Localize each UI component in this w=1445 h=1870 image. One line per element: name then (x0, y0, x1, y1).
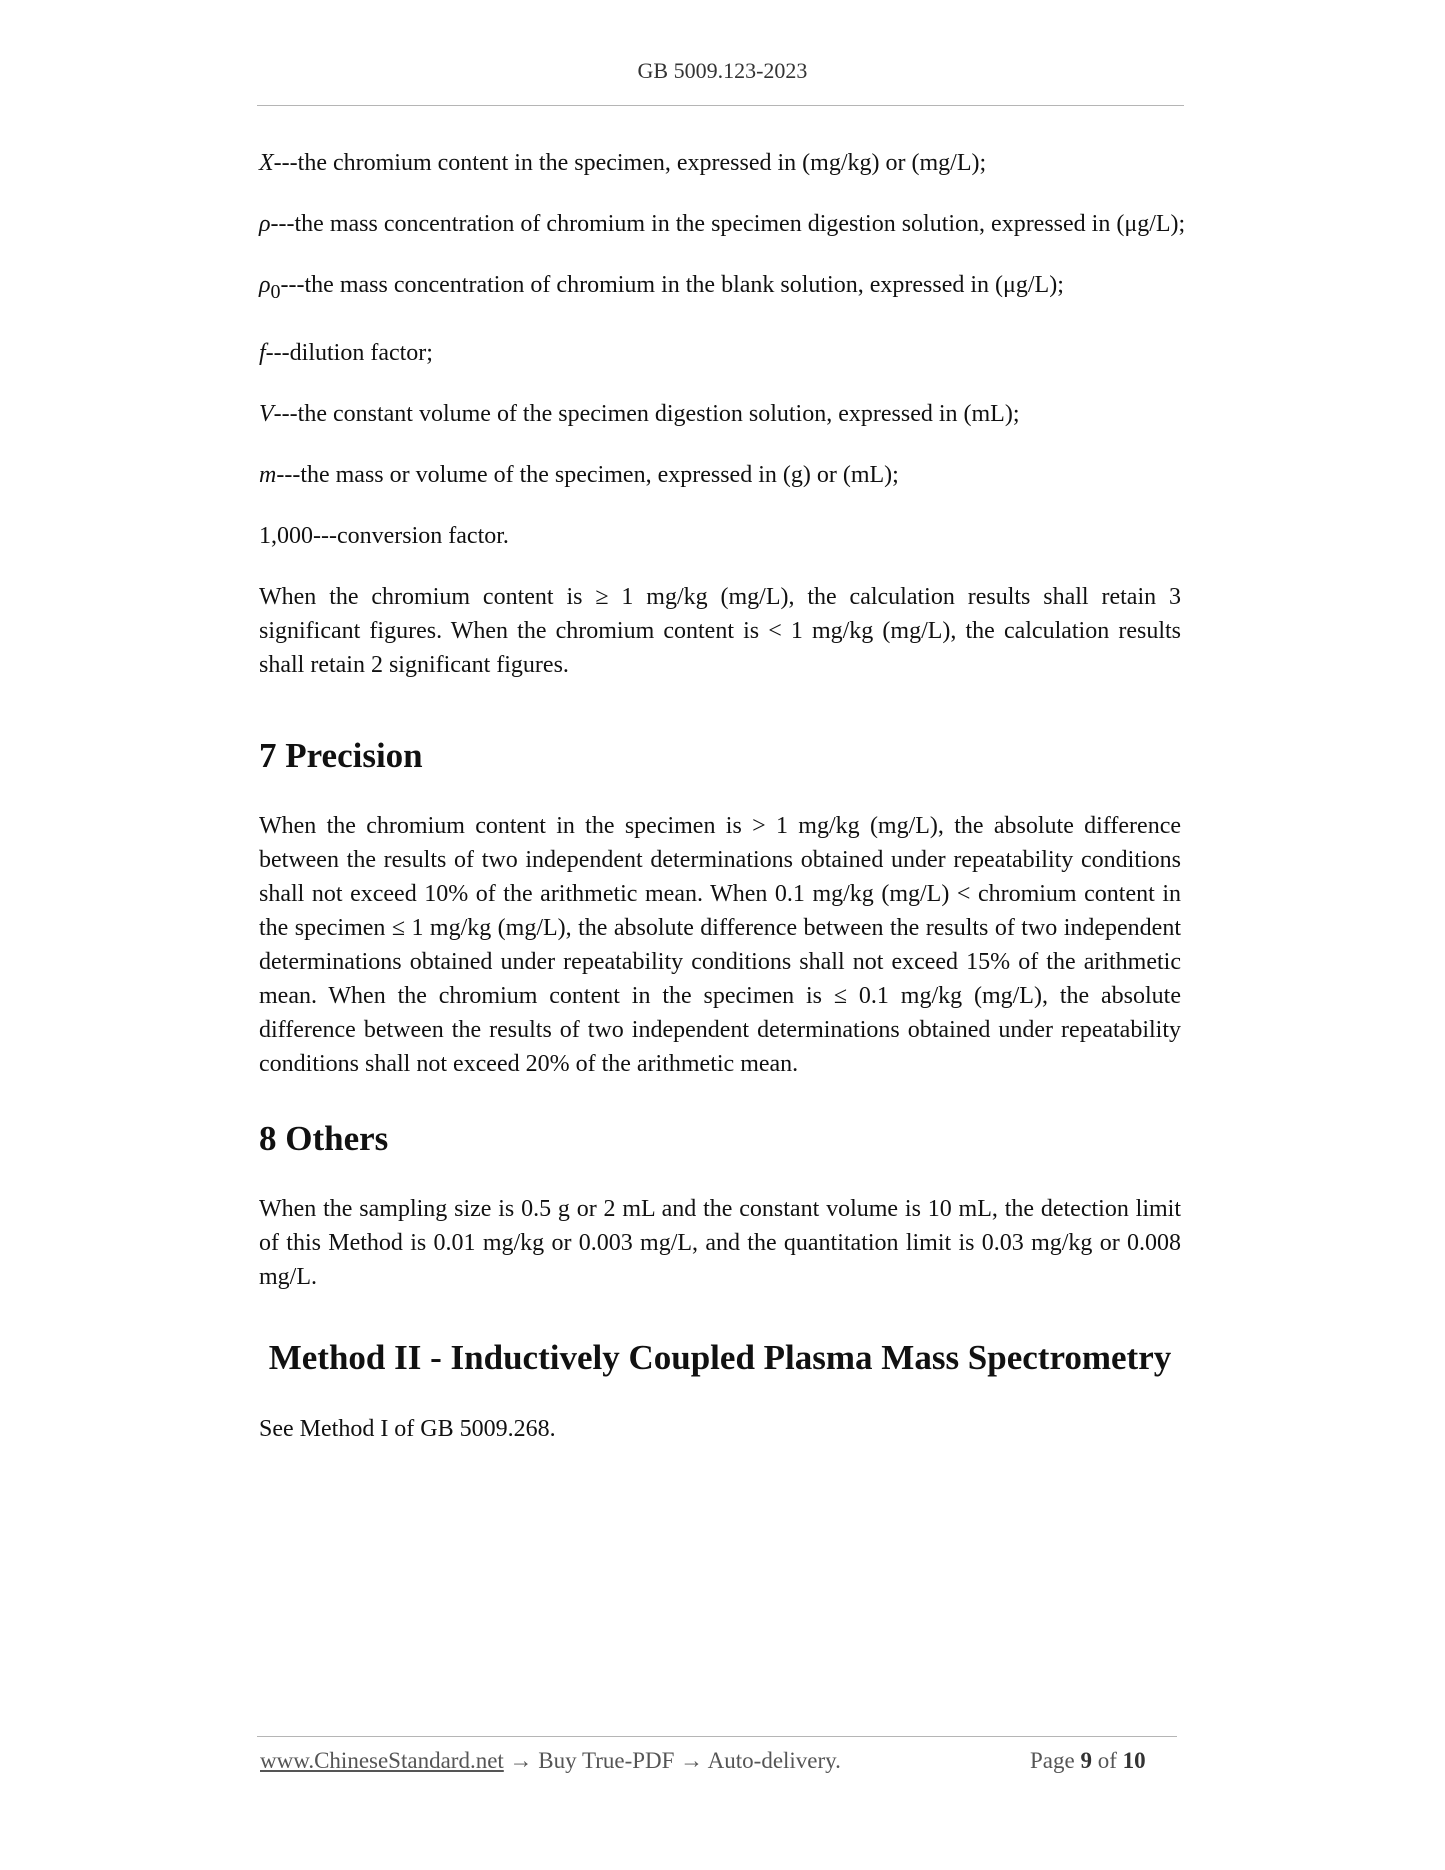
method-ii-heading: Method II - Inductively Coupled Plasma Mass Spectrometry (268, 1337, 1172, 1377)
definition-symbol: ρ (259, 211, 271, 237)
definition-item (259, 146, 1181, 180)
definition-symbol: m (259, 461, 277, 488)
definition-item (259, 397, 1181, 431)
definition-text: ---dilution factor; (265, 339, 433, 366)
document-header-title: GB 5009.123-2023 (637, 58, 808, 83)
definition-text: ---the mass concentration of chromium in the specimen digestion solution, expressed in (μg/L); (270, 211, 1186, 237)
website-link[interactable]: www.ChineseStandard.net (260, 1748, 504, 1773)
precision-paragraph: When the chromium content in the specimen is > 1 mg/kg (mg/L), the absolute difference between the results of two independent determinations obtained under repeatability conditions shall not exceed 10% of the arithmetic mean. When 0.1 mg/kg (mg/L) < chromium content in the specimen ≤ 1 mg/kg (mg/L), the absolute difference between the results of two independent determinations obtained under repeatability conditions shall not exceed 15% of the arithmetic mean. When the chromium content in the specimen is ≤ 0.1 mg/kg (mg/L), the absolute difference between the results of two independent determinations obtained under repeatability conditions shall not exceed 20% of the arithmetic mean. (259, 812, 1181, 1077)
definitions-list (259, 146, 1186, 553)
precision-heading: 7 Precision (259, 735, 423, 775)
definition-subscript: 0 (270, 280, 281, 303)
page-content (259, 146, 1186, 1473)
of-label: of (1097, 1748, 1117, 1773)
definition-text: ---the constant volume of the specimen digestion solution, expressed in (mL); (273, 400, 1020, 427)
definition-text: ---the mass or volume of the specimen, expressed in (g) or (mL); (276, 461, 899, 488)
definition-symbol: X (259, 150, 274, 176)
definition-symbol: V (259, 400, 274, 427)
page-indicator (1030, 1748, 1146, 1774)
definition-item (259, 458, 1181, 492)
definition-item (259, 519, 1181, 553)
current-page-number: 9 (1080, 1748, 1092, 1773)
footer-divider (257, 1736, 1177, 1737)
others-heading: 8 Others (259, 1118, 389, 1158)
total-pages-number: 10 (1122, 1748, 1146, 1773)
page-label: Page (1030, 1748, 1075, 1773)
footer-promo (260, 1748, 841, 1774)
definition-symbol: f (259, 339, 266, 366)
rounding-paragraph: When the chromium content is ≥ 1 mg/kg (mg/L), the calculation results shall retain 3 significant figures. When the chromium content is < 1 mg/kg (mg/L), the calculation results shall retain 2 significant figures. (259, 583, 1181, 678)
definition-item (259, 207, 1186, 241)
header-divider (257, 105, 1184, 106)
definition-item (259, 268, 1181, 309)
definition-text: ---the chromium content in the specimen, expressed in (mg/kg) or (mg/L); (273, 150, 987, 176)
definition-symbol: ρ (259, 272, 271, 298)
others-paragraph: When the sampling size is 0.5 g or 2 mL and the constant volume is 10 mL, the detection limit of this Method is 0.01 mg/kg or 0.003 mg/L, and the quantitation limit is 0.03 mg/kg or 0.008 mg/L. (259, 1195, 1181, 1290)
definition-text: ---the mass concentration of chromium in the blank solution, expressed in (μg/L); (280, 272, 1064, 298)
footer-promo-text: → Buy True-PDF → Auto-delivery. (503, 1748, 841, 1773)
definition-text: 1,000---conversion factor. (259, 522, 509, 549)
definition-item (259, 336, 1181, 370)
method-ii-paragraph: See Method I of GB 5009.268. (259, 1415, 556, 1442)
